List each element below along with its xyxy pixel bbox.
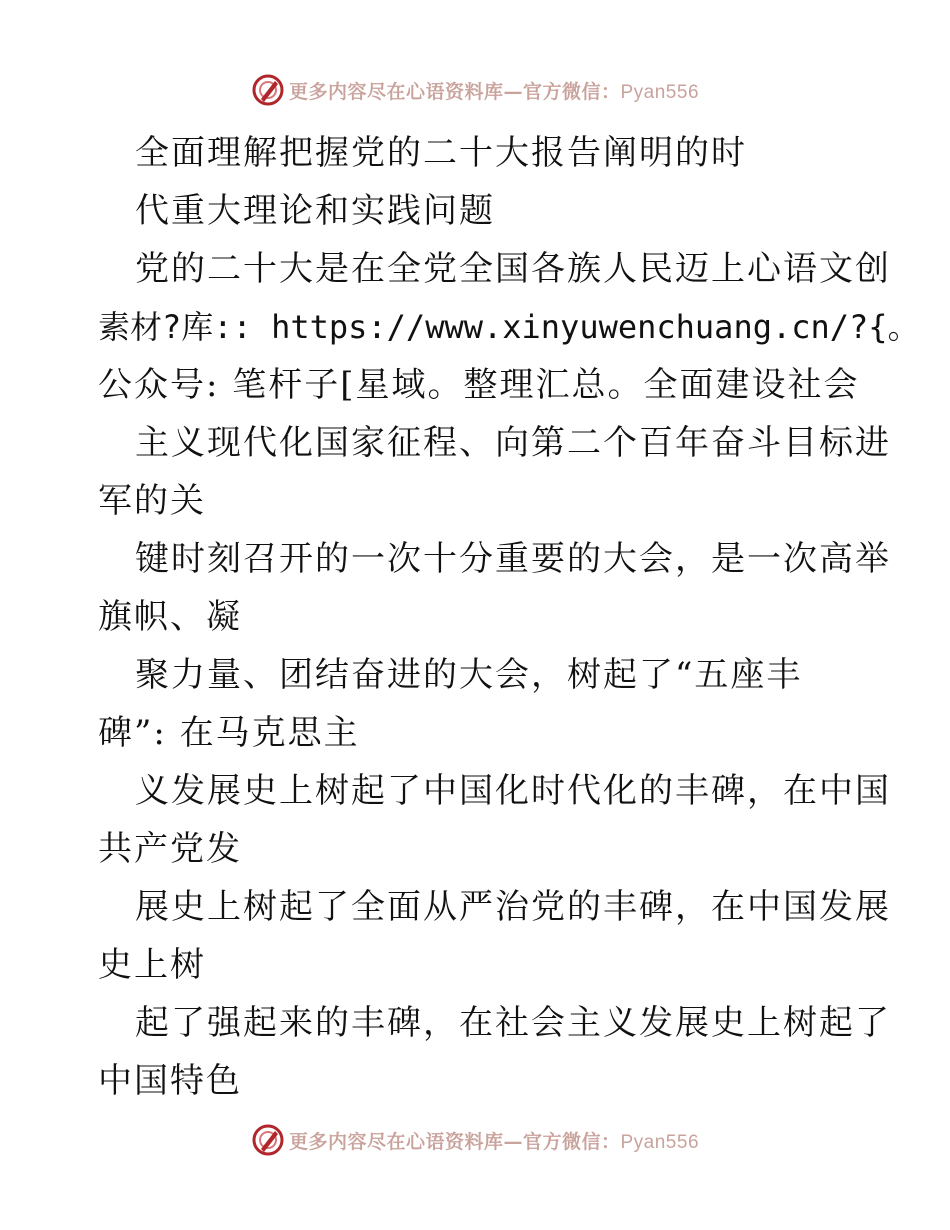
banner-label: 更多内容尽在心语资料库—官方微信：Pyan556 bbox=[288, 80, 700, 103]
document-body bbox=[98, 124, 920, 1110]
text-line: 主义现代化国家征程、向第二个百年奋斗目标进 bbox=[135, 423, 891, 463]
text-line: 公众号: 笔杆子[星域。整理汇总。全面建设社会 bbox=[98, 365, 860, 405]
logo-icon bbox=[251, 1123, 285, 1157]
text-line: 共产党发 bbox=[98, 829, 242, 869]
text-line: 军的关 bbox=[98, 481, 206, 521]
text-line: 史上树 bbox=[98, 945, 206, 985]
wechat-id: Pyan556 bbox=[620, 1131, 700, 1153]
text-line: 展史上树起了全面从严治党的丰碑，在中国发展 bbox=[135, 887, 891, 927]
header-banner bbox=[0, 70, 950, 110]
banner-label: 更多内容尽在心语资料库—官方微信：Pyan556 bbox=[288, 1130, 700, 1153]
text-line: 全面理解把握党的二十大报告阐明的时 bbox=[135, 133, 747, 173]
text-line: 素材?库:: https://www.xinyuwenchuang.cn/?{。 bbox=[98, 308, 920, 346]
text-line: 中国特色 bbox=[98, 1061, 242, 1101]
wechat-id: Pyan556 bbox=[620, 81, 700, 103]
text-line: 旗帜、凝 bbox=[98, 597, 242, 637]
text-line: 键时刻召开的一次十分重要的大会，是一次高举 bbox=[135, 539, 891, 579]
logo-icon bbox=[251, 73, 285, 107]
text-line: 聚力量、团结奋进的大会，树起了“五座丰 bbox=[135, 655, 803, 695]
text-line: 代重大理论和实践问题 bbox=[135, 191, 495, 231]
footer-banner bbox=[0, 1120, 950, 1160]
text-line: 义发展史上树起了中国化时代化的丰碑，在中国 bbox=[135, 771, 891, 811]
text-line: 党的二十大是在全党全国各族人民迈上心语文创 bbox=[135, 249, 891, 289]
text-line: 起了强起来的丰碑，在社会主义发展史上树起了 bbox=[135, 1003, 891, 1043]
text-line: 碑”: 在马克思主 bbox=[98, 713, 360, 753]
